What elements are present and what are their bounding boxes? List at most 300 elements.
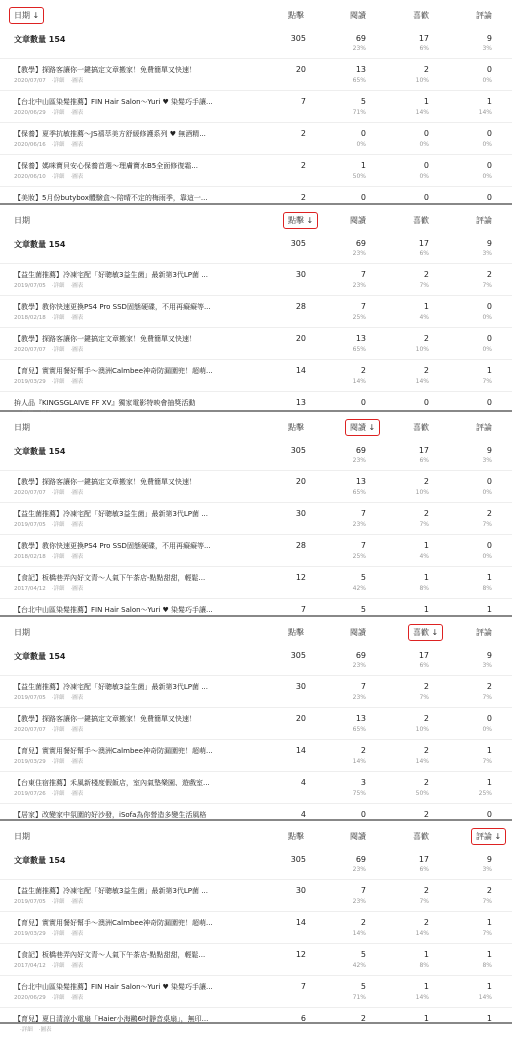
sort-clicks-header[interactable]: 點擊 [288, 832, 304, 841]
article-date: 2019/07/05 [14, 899, 46, 905]
chart-link[interactable]: ‧圖表 [70, 522, 84, 528]
article-row[interactable] [0, 566, 512, 598]
article-row[interactable] [0, 359, 512, 391]
article-likes-pct: 14% [415, 930, 429, 937]
total-reads: 69 [355, 239, 366, 248]
article-clicks: 4 [300, 778, 306, 787]
article-comments: 1 [486, 746, 492, 755]
article-row[interactable] [0, 943, 512, 975]
table-header [0, 821, 512, 849]
article-likes-pct: 7% [419, 521, 429, 528]
article-clicks: 12 [295, 573, 306, 582]
article-title-link[interactable]: 【育兒】實實用餐好幫手～澳洲Calmbee神奇防漏圍兜！超萌... [14, 367, 213, 375]
article-row[interactable] [0, 327, 512, 359]
article-clicks: 20 [295, 334, 306, 343]
article-title-link[interactable]: 【台東住宿推薦】禾風新棧度假飯店，室內氣墊樂園、遊戲室... [14, 779, 210, 787]
total-reads: 69 [355, 855, 366, 864]
article-reads: 13 [355, 477, 366, 486]
total-likes-pct: 6% [419, 250, 429, 257]
article-meta [14, 584, 89, 592]
article-meta [14, 76, 89, 84]
article-likes: 2 [423, 477, 429, 486]
article-reads-pct: 23% [352, 282, 366, 289]
article-likes-pct: 0% [419, 141, 429, 148]
article-date: 2020/07/07 [14, 347, 46, 353]
total-likes: 17 [418, 446, 429, 455]
total-clicks: 305 [290, 239, 306, 248]
article-row[interactable] [0, 707, 512, 739]
article-comments: 1 [486, 97, 492, 106]
article-date: 2020/06/16 [14, 142, 46, 148]
article-reads-pct: 14% [352, 930, 366, 937]
article-likes: 2 [423, 918, 429, 927]
article-meta [14, 377, 89, 385]
sort-date-header[interactable]: 日期 [14, 216, 30, 225]
detail-link[interactable]: ‧詳細 [51, 490, 65, 496]
total-clicks: 305 [290, 34, 306, 43]
chart-link[interactable]: ‧圖表 [70, 727, 84, 733]
sort-likes-header[interactable]: 喜歡 [413, 832, 429, 841]
chart-link[interactable]: ‧圖表 [70, 347, 84, 353]
article-reads: 5 [360, 573, 366, 582]
table-header [0, 205, 512, 233]
article-comments: 1 [486, 918, 492, 927]
sort-likes-header[interactable]: 喜歡 ↓ [408, 624, 443, 641]
chart-link[interactable]: ‧圖表 [70, 963, 84, 969]
article-comments-pct: 0% [482, 173, 492, 180]
total-clicks: 305 [290, 855, 306, 864]
total-reads: 69 [355, 446, 366, 455]
table-header [0, 412, 512, 440]
article-clicks: 30 [295, 270, 306, 279]
sort-reads-header[interactable]: 閱讀 ↓ [345, 419, 380, 436]
article-clicks: 20 [295, 714, 306, 723]
article-likes-pct: 10% [415, 77, 429, 84]
article-likes: 2 [423, 334, 429, 343]
article-reads-pct: 0% [356, 141, 366, 148]
article-clicks: 7 [300, 605, 306, 614]
article-likes-pct: 14% [415, 994, 429, 1001]
chart-link[interactable]: ‧圖表 [70, 995, 84, 1001]
article-clicks: 13 [295, 398, 306, 407]
sort-likes-header[interactable]: 喜歡 [413, 216, 429, 225]
article-likes: 0 [423, 193, 429, 202]
total-reads: 69 [355, 34, 366, 43]
article-meta [14, 552, 89, 560]
article-row[interactable] [0, 771, 512, 803]
article-reads: 13 [355, 714, 366, 723]
detail-link[interactable]: ‧詳細 [51, 283, 65, 289]
detail-link[interactable]: ‧詳細 [51, 522, 65, 528]
article-title-link[interactable]: 【台北中山區染髮推薦】FIN Hair Salon～Yuri ♥ 染髮巧手讓... [14, 606, 213, 614]
detail-link[interactable]: ‧詳細 [51, 727, 65, 733]
total-comments-pct: 3% [482, 866, 492, 873]
article-count: 文章數量 154 [14, 652, 66, 661]
detail-link[interactable]: ‧詳細 [51, 963, 65, 969]
sort-date-header[interactable]: 日期 [14, 628, 30, 637]
article-likes: 1 [423, 302, 429, 311]
chart-link[interactable]: ‧圖表 [70, 899, 84, 905]
article-row[interactable] [0, 295, 512, 327]
article-likes-pct: 4% [419, 314, 429, 321]
sort-likes-header[interactable]: 喜歡 [413, 423, 429, 432]
article-likes-pct: 7% [419, 898, 429, 905]
article-meta [14, 1025, 58, 1033]
article-title-link[interactable]: 【育兒】實實用餐好幫手～澳洲Calmbee神奇防漏圍兜！超萌... [14, 747, 213, 755]
article-title-link[interactable]: 【食記】板橋巷弄內好文青～人氣下午茶店-點點甜甜，輕鬆... [14, 574, 206, 582]
detail-link[interactable]: ‧詳細 [51, 379, 65, 385]
article-title-link[interactable]: 【教學】教你快速更換PS4 Pro SSD固態硬碟，不用再癡癡等... [14, 303, 211, 311]
article-comments: 1 [486, 950, 492, 959]
article-date: 2020/06/29 [14, 110, 46, 116]
chart-link[interactable]: ‧圖表 [70, 554, 84, 560]
article-clicks: 14 [295, 918, 306, 927]
article-row[interactable] [0, 975, 512, 1007]
chart-link[interactable]: ‧圖表 [70, 78, 84, 84]
article-row[interactable] [0, 739, 512, 771]
article-title-link[interactable]: 【育兒】夏日清涼小電扇「Haier小海鷗6吋靜音桌扇」，無印... [14, 1015, 209, 1023]
article-title-link[interactable]: 【居家】改變家中氛圍的好沙發，iSofa為你營造多變生活風格 [14, 811, 207, 819]
article-likes-pct: 8% [419, 962, 429, 969]
total-comments: 9 [486, 651, 492, 660]
article-reads-pct: 65% [352, 726, 366, 733]
article-comments: 0 [486, 334, 492, 343]
article-meta [14, 897, 89, 905]
article-row[interactable] [0, 911, 512, 943]
article-meta [14, 693, 89, 701]
article-row[interactable] [0, 502, 512, 534]
article-meta [14, 172, 89, 180]
article-row[interactable] [0, 58, 512, 90]
article-reads-pct: 65% [352, 346, 366, 353]
total-comments: 9 [486, 34, 492, 43]
article-comments: 1 [486, 1014, 492, 1023]
article-reads: 13 [355, 65, 366, 74]
chart-link[interactable]: ‧圖表 [70, 586, 84, 592]
article-comments-pct: 0% [482, 726, 492, 733]
sort-clicks-header[interactable]: 點擊 [288, 11, 304, 20]
article-likes-pct: 7% [419, 282, 429, 289]
article-reads: 7 [360, 541, 366, 550]
article-comments-pct: 0% [482, 77, 492, 84]
chart-link[interactable]: ‧圖表 [70, 695, 84, 701]
article-date: 2019/03/29 [14, 931, 46, 937]
article-comments: 2 [486, 682, 492, 691]
article-title-link[interactable]: 【教學】教你快速更換PS4 Pro SSD固態硬碟，不用再癡癡等... [14, 542, 211, 550]
article-date: 2017/04/12 [14, 963, 46, 969]
article-comments: 0 [486, 193, 492, 202]
article-likes-pct: 10% [415, 489, 429, 496]
article-title-link[interactable]: 【教學】探路客讓你一鍵搞定文章搬家！免費簡單又快速！ [14, 66, 196, 74]
detail-link[interactable]: ‧詳細 [51, 347, 65, 353]
article-clicks: 4 [300, 810, 306, 819]
article-reads-pct: 42% [352, 962, 366, 969]
article-clicks: 7 [300, 97, 306, 106]
article-date: 2019/03/29 [14, 379, 46, 385]
article-likes: 2 [423, 682, 429, 691]
sort-date-header[interactable]: 日期 [14, 832, 30, 841]
article-reads: 7 [360, 682, 366, 691]
sort-date-header[interactable]: 日期 [14, 423, 30, 432]
article-comments-pct: 0% [482, 553, 492, 560]
article-reads: 2 [360, 746, 366, 755]
article-comments-pct: 14% [478, 109, 492, 116]
article-title-link[interactable]: 【益生菌推薦】冷凍宅配「好聰敏3益生菌」最新第3代LP菌 ... [14, 271, 208, 279]
article-row[interactable] [0, 90, 512, 122]
article-likes-pct: 14% [415, 758, 429, 765]
article-comments: 0 [486, 477, 492, 486]
detail-link[interactable]: ‧詳細 [51, 78, 65, 84]
article-date: 2018/02/18 [14, 315, 46, 321]
stats-panel [0, 821, 512, 1033]
article-reads: 5 [360, 605, 366, 614]
article-clicks: 30 [295, 682, 306, 691]
article-title-link[interactable]: 【益生菌推薦】冷凍宅配「好聰敏3益生菌」最新第3代LP菌 ... [14, 887, 208, 895]
chart-link[interactable]: ‧圖表 [70, 759, 84, 765]
article-likes: 2 [423, 65, 429, 74]
article-reads: 2 [360, 918, 366, 927]
article-title-link[interactable]: 【台北中山區染髮推薦】FIN Hair Salon～Yuri ♥ 染髮巧手讓... [14, 983, 213, 991]
chart-link[interactable]: ‧圖表 [38, 1027, 52, 1033]
article-date: 2020/06/10 [14, 174, 46, 180]
article-likes: 1 [423, 1014, 429, 1023]
total-likes-pct: 6% [419, 45, 429, 52]
total-row [0, 645, 512, 675]
article-likes: 0 [423, 161, 429, 170]
article-date: 2020/07/07 [14, 490, 46, 496]
article-clicks: 7 [300, 982, 306, 991]
article-clicks: 30 [295, 886, 306, 895]
article-reads-pct: 23% [352, 694, 366, 701]
sort-reads-header[interactable]: 閱讀 [350, 216, 366, 225]
detail-link[interactable]: ‧詳細 [51, 899, 65, 905]
chart-link[interactable]: ‧圖表 [70, 379, 84, 385]
article-likes: 1 [423, 950, 429, 959]
article-title-link[interactable]: 【教學】探路客讓你一鍵搞定文章搬家！免費簡單又快速！ [14, 335, 196, 343]
article-reads-pct: 65% [352, 77, 366, 84]
total-likes-pct: 6% [419, 662, 429, 669]
article-title-link[interactable]: 【益生菌推薦】冷凍宅配「好聰敏3益生菌」最新第3代LP菌 ... [14, 510, 208, 518]
article-clicks: 28 [295, 302, 306, 311]
article-reads-pct: 23% [352, 521, 366, 528]
article-likes: 1 [423, 97, 429, 106]
article-comments: 1 [486, 778, 492, 787]
article-title-link[interactable]: 【益生菌推薦】冷凍宅配「好聰敏3益生菌」最新第3代LP菌 ... [14, 683, 208, 691]
total-comments-pct: 3% [482, 457, 492, 464]
article-comments-pct: 25% [478, 790, 492, 797]
sort-comments-header[interactable]: 評論 ↓ [471, 828, 506, 845]
detail-link[interactable]: ‧詳細 [51, 586, 65, 592]
article-comments-pct: 7% [482, 930, 492, 937]
article-likes: 0 [423, 129, 429, 138]
article-title-link[interactable]: 【保養】夏季抗敏推薦～JS禧萃美方舒緩修護系列 ♥ 無酒精... [14, 130, 206, 138]
total-row [0, 849, 512, 879]
article-reads: 0 [360, 810, 366, 819]
article-title-link[interactable]: 【食記】板橋巷弄內好文青～人氣下午茶店-點點甜甜，輕鬆... [14, 951, 206, 959]
article-comments: 0 [486, 161, 492, 170]
article-reads-pct: 65% [352, 489, 366, 496]
detail-link[interactable]: ‧詳細 [51, 110, 65, 116]
article-comments: 1 [486, 605, 492, 614]
article-likes-pct: 14% [415, 378, 429, 385]
detail-link[interactable]: ‧詳細 [51, 791, 65, 797]
sort-reads-header[interactable]: 閱讀 [350, 11, 366, 20]
article-comments: 2 [486, 270, 492, 279]
article-reads-pct: 25% [352, 553, 366, 560]
article-title-link[interactable]: 【美妝】5月份butybox體驗盒～陪晴不定的梅雨季，靠這一... [14, 194, 208, 202]
total-likes: 17 [418, 239, 429, 248]
article-count: 文章數量 154 [14, 856, 66, 865]
article-row[interactable] [0, 1007, 512, 1039]
article-title-link[interactable]: 拚人品『KINGSGLAIVE FF XV』獨家電影特映會抽獎活動 [14, 399, 196, 407]
chart-link[interactable]: ‧圖表 [70, 931, 84, 937]
article-reads: 5 [360, 950, 366, 959]
total-reads-pct: 23% [352, 866, 366, 873]
sort-reads-header[interactable]: 閱讀 [350, 832, 366, 841]
article-date: 2017/04/12 [14, 586, 46, 592]
total-row [0, 28, 512, 58]
article-likes: 2 [423, 778, 429, 787]
detail-link[interactable]: ‧詳細 [51, 931, 65, 937]
article-reads: 0 [360, 129, 366, 138]
total-clicks: 305 [290, 446, 306, 455]
chart-link[interactable]: ‧圖表 [70, 315, 84, 321]
article-clicks: 2 [300, 129, 306, 138]
detail-link[interactable]: ‧詳細 [51, 174, 65, 180]
article-title-link[interactable]: 【台北中山區染髮推薦】FIN Hair Salon～Yuri ♥ 染髮巧手讓... [14, 98, 213, 106]
article-comments-pct: 0% [482, 489, 492, 496]
article-clicks: 14 [295, 366, 306, 375]
article-comments: 1 [486, 573, 492, 582]
article-meta [14, 961, 89, 969]
total-comments-pct: 3% [482, 662, 492, 669]
article-meta [14, 108, 89, 116]
sort-clicks-header[interactable]: 點擊 ↓ [283, 212, 318, 229]
article-date: 2020/06/29 [14, 995, 46, 1001]
detail-link[interactable]: ‧詳細 [51, 995, 65, 1001]
article-comments-pct: 7% [482, 282, 492, 289]
total-comments: 9 [486, 855, 492, 864]
article-reads: 3 [360, 778, 366, 787]
article-date: 2020/07/07 [14, 78, 46, 84]
article-row[interactable] [0, 675, 512, 707]
article-reads-pct: 42% [352, 585, 366, 592]
total-likes-pct: 6% [419, 457, 429, 464]
article-row[interactable] [0, 154, 512, 186]
article-comments: 2 [486, 886, 492, 895]
article-clicks: 2 [300, 161, 306, 170]
chart-link[interactable]: ‧圖表 [70, 174, 84, 180]
total-comments: 9 [486, 239, 492, 248]
article-likes-pct: 10% [415, 346, 429, 353]
detail-link[interactable]: ‧詳細 [20, 1027, 33, 1033]
article-meta [14, 345, 89, 353]
article-row[interactable] [0, 122, 512, 154]
table-header [0, 0, 512, 28]
chart-link[interactable]: ‧圖表 [70, 490, 84, 496]
total-reads-pct: 23% [352, 662, 366, 669]
article-title-link[interactable]: 【教學】探路客讓你一鍵搞定文章搬家！免費簡單又快速！ [14, 715, 196, 723]
article-reads: 5 [360, 97, 366, 106]
article-comments-pct: 8% [482, 585, 492, 592]
article-likes-pct: 50% [415, 790, 429, 797]
article-likes: 2 [423, 886, 429, 895]
total-reads: 69 [355, 651, 366, 660]
article-likes-pct: 10% [415, 726, 429, 733]
detail-link[interactable]: ‧詳細 [51, 554, 65, 560]
article-comments: 1 [486, 982, 492, 991]
article-row[interactable] [0, 263, 512, 295]
article-date: 2019/03/29 [14, 759, 46, 765]
article-row[interactable] [0, 470, 512, 502]
chart-link[interactable]: ‧圖表 [70, 110, 84, 116]
article-meta [14, 757, 89, 765]
article-likes: 2 [423, 746, 429, 755]
sort-comments-header[interactable]: 評論 [476, 216, 492, 225]
sort-clicks-header[interactable]: 點擊 [288, 423, 304, 432]
chart-link[interactable]: ‧圖表 [70, 791, 84, 797]
article-row[interactable] [0, 879, 512, 911]
article-likes: 1 [423, 982, 429, 991]
article-comments: 2 [486, 509, 492, 518]
article-date: 2020/07/07 [14, 727, 46, 733]
detail-link[interactable]: ‧詳細 [51, 695, 65, 701]
total-comments-pct: 3% [482, 45, 492, 52]
article-reads: 2 [360, 366, 366, 375]
article-clicks: 20 [295, 477, 306, 486]
sort-comments-header[interactable]: 評論 [476, 628, 492, 637]
article-likes-pct: 4% [419, 553, 429, 560]
article-comments-pct: 7% [482, 758, 492, 765]
article-clicks: 30 [295, 509, 306, 518]
article-reads: 2 [360, 1014, 366, 1023]
detail-link[interactable]: ‧詳細 [51, 759, 65, 765]
article-title-link[interactable]: 【保養】媽咪寶貝安心保養首選～理膚寶水B5全面修復霜... [14, 162, 198, 170]
article-likes: 2 [423, 714, 429, 723]
article-title-link[interactable]: 【教學】探路客讓你一鍵搞定文章搬家！免費簡單又快速！ [14, 478, 196, 486]
sort-likes-header[interactable]: 喜歡 [413, 11, 429, 20]
article-row[interactable] [0, 534, 512, 566]
article-reads: 7 [360, 270, 366, 279]
article-likes: 2 [423, 810, 429, 819]
article-likes: 2 [423, 270, 429, 279]
total-likes-pct: 6% [419, 866, 429, 873]
total-row [0, 233, 512, 263]
article-likes: 2 [423, 366, 429, 375]
article-likes-pct: 7% [419, 694, 429, 701]
article-clicks: 14 [295, 746, 306, 755]
article-title-link[interactable]: 【育兒】實實用餐好幫手～澳洲Calmbee神奇防漏圍兜！超萌... [14, 919, 213, 927]
sort-date-header[interactable]: 日期 ↓ [9, 7, 44, 24]
sort-comments-header[interactable]: 評論 [476, 423, 492, 432]
detail-link[interactable]: ‧詳細 [51, 315, 65, 321]
detail-link[interactable]: ‧詳細 [51, 142, 65, 148]
article-meta [14, 140, 89, 148]
article-meta [14, 313, 89, 321]
article-comments-pct: 7% [482, 694, 492, 701]
article-meta [14, 725, 89, 733]
sort-reads-header[interactable]: 閱讀 [350, 628, 366, 637]
chart-link[interactable]: ‧圖表 [70, 283, 84, 289]
stats-panel [0, 617, 512, 821]
chart-link[interactable]: ‧圖表 [70, 142, 84, 148]
stats-panel [0, 412, 512, 617]
sort-clicks-header[interactable]: 點擊 [288, 628, 304, 637]
sort-comments-header[interactable]: 評論 [476, 11, 492, 20]
total-comments: 9 [486, 446, 492, 455]
article-likes-pct: 0% [419, 173, 429, 180]
article-reads: 7 [360, 886, 366, 895]
